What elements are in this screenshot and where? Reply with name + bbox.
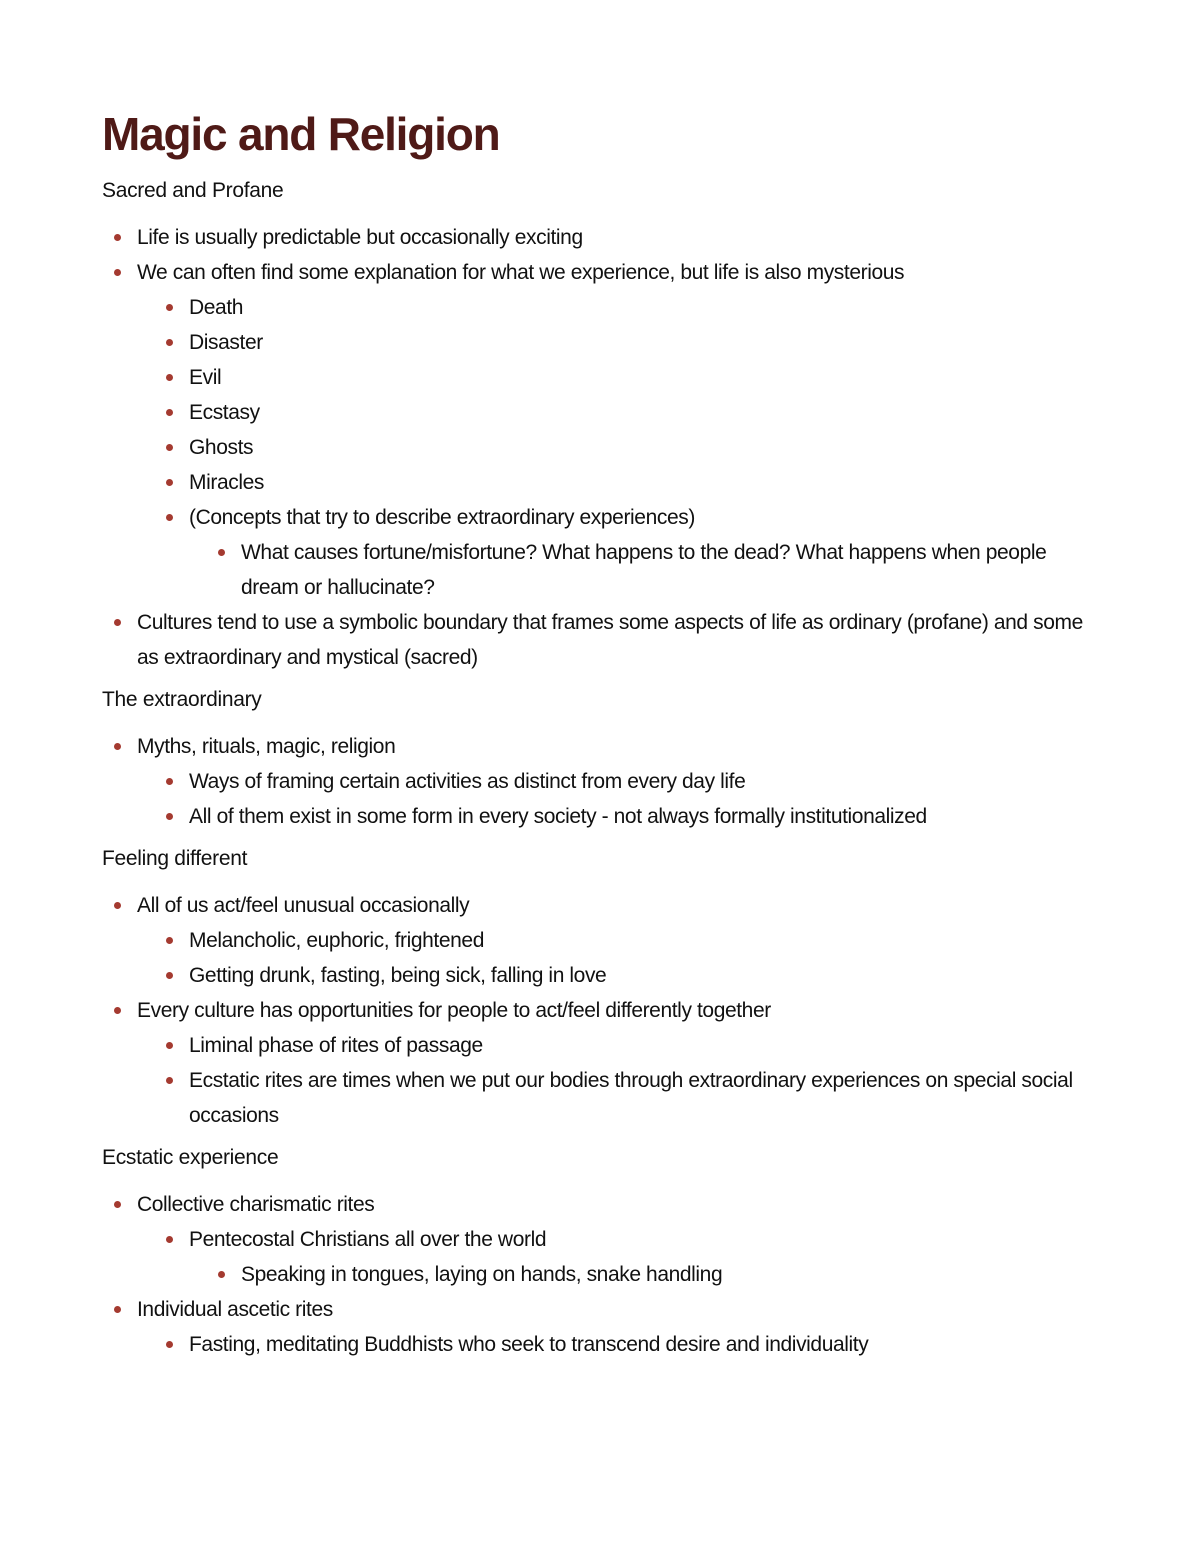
bullet-icon [166, 444, 173, 451]
list-item-text: (Concepts that try to describe extraordinary experiences) [189, 506, 695, 529]
bullet-icon [166, 937, 173, 944]
list-item-text: Miracles [189, 471, 264, 494]
bullet-list-level-2 [189, 1327, 1102, 1362]
list-item-text: All of them exist in some form in every society - not always formally institutionalized [189, 805, 927, 828]
bullet-icon [114, 269, 121, 276]
list-item [189, 325, 1102, 360]
list-item-text: Disaster [189, 331, 263, 354]
list-item [137, 888, 1102, 993]
section-heading: The extraordinary [102, 688, 262, 711]
bullet-icon [166, 1236, 173, 1243]
bullet-icon [166, 479, 173, 486]
list-item-text: Liminal phase of rites of passage [189, 1034, 483, 1057]
section [102, 687, 1102, 846]
bullet-list-level-1 [137, 1187, 1102, 1362]
bullet-icon [114, 1306, 121, 1313]
list-item-text: Myths, rituals, magic, religion [137, 735, 396, 758]
bullet-icon [166, 1077, 173, 1084]
list-item-text: Ecstatic rites are times when we put our bodies through extraordinary experiences on special social occasions [189, 1069, 1073, 1127]
list-item-text: Speaking in tongues, laying on hands, snake handling [241, 1263, 723, 1286]
bullet-icon [114, 1007, 121, 1014]
bullet-icon [166, 409, 173, 416]
section-heading: Sacred and Profane [102, 179, 284, 202]
bullet-icon [166, 304, 173, 311]
list-item-text: Ghosts [189, 436, 254, 459]
list-item [137, 1187, 1102, 1292]
list-item-text: Ways of framing certain activities as distinct from every day life [189, 770, 746, 793]
list-item [241, 1257, 1102, 1292]
list-item [189, 395, 1102, 430]
document-body [102, 178, 1102, 1374]
bullet-icon [114, 902, 121, 909]
list-item [137, 729, 1102, 834]
list-item [189, 290, 1102, 325]
list-item-text: Individual ascetic rites [137, 1298, 333, 1321]
list-item [137, 255, 1102, 605]
bullet-list-level-2 [189, 1222, 1102, 1292]
bullet-list-level-1 [137, 888, 1102, 1133]
section-heading: Feeling different [102, 847, 248, 870]
section [102, 1145, 1102, 1374]
list-item-text: Evil [189, 366, 222, 389]
bullet-icon [114, 619, 121, 626]
list-item [137, 993, 1102, 1133]
section [102, 178, 1102, 687]
bullet-icon [166, 1042, 173, 1049]
list-item [241, 535, 1102, 605]
bullet-icon [166, 339, 173, 346]
bullet-icon [166, 778, 173, 785]
bullet-icon [166, 813, 173, 820]
list-item [189, 764, 1102, 799]
bullet-icon [166, 374, 173, 381]
list-item-text: All of us act/feel unusual occasionally [137, 894, 470, 917]
bullet-list-level-1 [137, 729, 1102, 834]
list-item-text: Cultures tend to use a symbolic boundary that frames some aspects of life as ordinary (profane) and some as extraordinary and mystical (sacred) [137, 611, 1083, 669]
bullet-list-level-2 [189, 1028, 1102, 1133]
list-item [137, 605, 1102, 675]
list-item [189, 500, 1102, 605]
bullet-list-level-1 [137, 220, 1102, 675]
bullet-icon [218, 1271, 225, 1278]
list-item [189, 360, 1102, 395]
bullet-icon [166, 972, 173, 979]
bullet-icon [218, 549, 225, 556]
bullet-icon [166, 1341, 173, 1348]
bullet-list-level-2 [189, 764, 1102, 834]
list-item [137, 220, 1102, 255]
bullet-icon [114, 1201, 121, 1208]
list-item [189, 430, 1102, 465]
list-item-text: What causes fortune/misfortune? What happens to the dead? What happens when people dream or hallucinate? [241, 541, 1047, 599]
list-item [137, 1292, 1102, 1362]
list-item [189, 958, 1102, 993]
list-item-text: Collective charismatic rites [137, 1193, 375, 1216]
list-item-text: Death [189, 296, 244, 319]
list-item-text: We can often find some explanation for what we experience, but life is also mysterious [137, 261, 905, 284]
list-item [189, 1327, 1102, 1362]
list-item-text: Melancholic, euphoric, frightened [189, 929, 484, 952]
bullet-list-level-2 [189, 290, 1102, 605]
section-heading: Ecstatic experience [102, 1146, 279, 1169]
list-item-text: Ecstasy [189, 401, 260, 424]
list-item-text: Pentecostal Christians all over the world [189, 1228, 547, 1251]
section [102, 846, 1102, 1145]
page-title: Magic and Religion [102, 108, 500, 160]
bullet-list-level-3 [241, 535, 1102, 605]
bullet-icon [114, 234, 121, 241]
list-item [189, 1063, 1102, 1133]
list-item-text: Life is usually predictable but occasionally exciting [137, 226, 583, 249]
bullet-list-level-3 [241, 1257, 1102, 1292]
list-item [189, 465, 1102, 500]
bullet-icon [166, 514, 173, 521]
list-item [189, 1028, 1102, 1063]
list-item [189, 923, 1102, 958]
bullet-icon [114, 743, 121, 750]
list-item-text: Fasting, meditating Buddhists who seek to transcend desire and individuality [189, 1333, 869, 1356]
list-item [189, 1222, 1102, 1292]
bullet-list-level-2 [189, 923, 1102, 993]
document-page [102, 104, 1102, 1374]
list-item-text: Getting drunk, fasting, being sick, falling in love [189, 964, 607, 987]
list-item [189, 799, 1102, 834]
list-item-text: Every culture has opportunities for people to act/feel differently together [137, 999, 771, 1022]
